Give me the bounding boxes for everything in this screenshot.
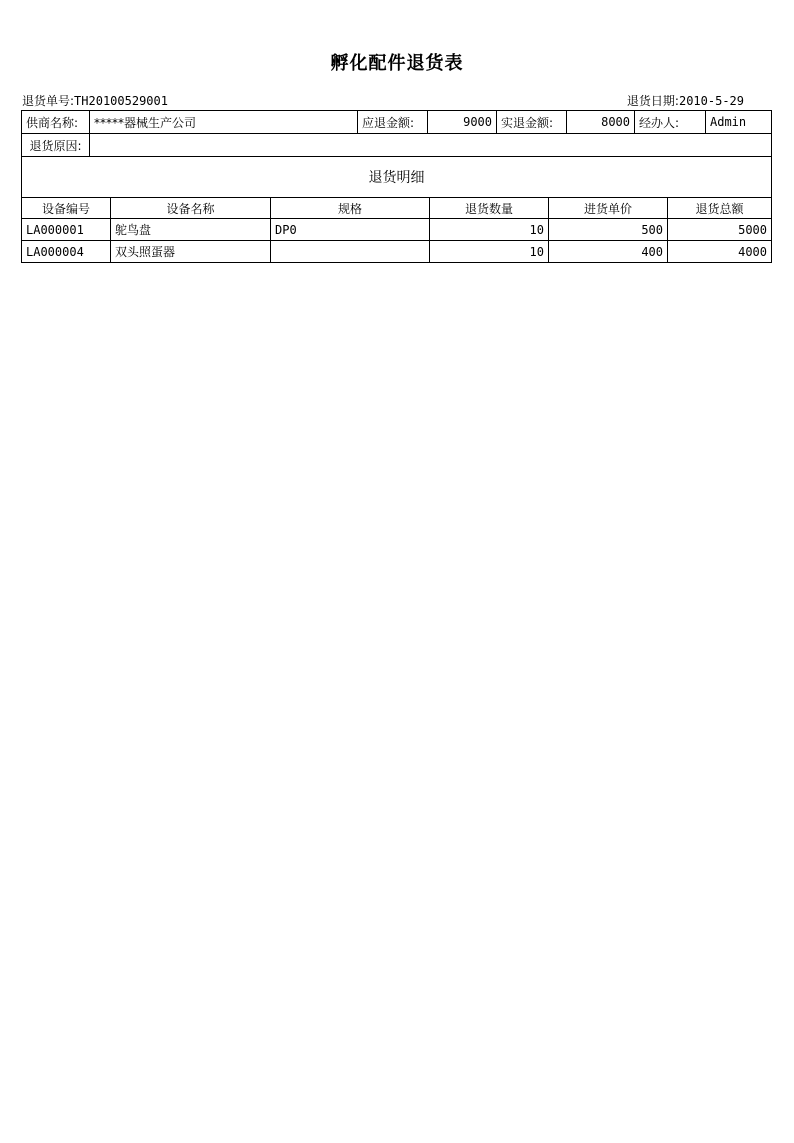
equipment-name-cell: 鸵鸟盘 bbox=[111, 219, 271, 241]
return-total-cell: 4000 bbox=[668, 241, 772, 263]
actual-amount-label: 实退金额: bbox=[497, 111, 567, 134]
detail-title: 退货明细 bbox=[22, 157, 772, 198]
handler-label: 经办人: bbox=[635, 111, 706, 134]
detail-title-row bbox=[22, 157, 772, 198]
return-quantity-cell: 10 bbox=[430, 241, 549, 263]
handler-value: Admin bbox=[706, 111, 772, 134]
return-date bbox=[627, 93, 744, 109]
column-header: 设备名称 bbox=[111, 198, 271, 219]
spec-cell bbox=[271, 241, 430, 263]
column-header: 规格 bbox=[271, 198, 430, 219]
detail-table bbox=[21, 197, 772, 263]
supplier-value: *****器械生产公司 bbox=[90, 111, 358, 134]
spec-cell: DP0 bbox=[271, 219, 430, 241]
return-quantity-cell: 10 bbox=[430, 219, 549, 241]
column-header: 进货单价 bbox=[549, 198, 668, 219]
document-title: 孵化配件退货表 bbox=[330, 53, 464, 74]
document-meta-row bbox=[22, 93, 744, 109]
return-number bbox=[22, 93, 168, 109]
detail-header-row bbox=[22, 198, 772, 219]
reason-label: 退货原因: bbox=[22, 134, 90, 157]
equipment-code-cell: LA000001 bbox=[22, 219, 111, 241]
table-row bbox=[22, 219, 772, 241]
return-total-cell: 5000 bbox=[668, 219, 772, 241]
column-header: 退货数量 bbox=[430, 198, 549, 219]
equipment-code-cell: LA000004 bbox=[22, 241, 111, 263]
supplier-label: 供商名称: bbox=[22, 111, 90, 134]
return-date-value: 2010-5-29 bbox=[678, 94, 744, 108]
equipment-name-cell: 双头照蛋器 bbox=[111, 241, 271, 263]
due-amount-value: 9000 bbox=[428, 111, 497, 134]
header-table bbox=[21, 110, 772, 198]
reason-value bbox=[90, 134, 772, 157]
unit-price-cell: 400 bbox=[549, 241, 668, 263]
actual-amount-value: 8000 bbox=[567, 111, 635, 134]
return-number-value: TH20100529001 bbox=[74, 94, 168, 108]
unit-price-cell: 500 bbox=[549, 219, 668, 241]
due-amount-label: 应退金额: bbox=[358, 111, 428, 134]
return-number-label: 退货单号: bbox=[22, 94, 75, 108]
column-header: 退货总额 bbox=[668, 198, 772, 219]
reason-row bbox=[22, 134, 772, 157]
column-header: 设备编号 bbox=[22, 198, 111, 219]
supplier-row bbox=[22, 111, 772, 134]
return-date-label: 退货日期: bbox=[626, 94, 679, 108]
table-row bbox=[22, 241, 772, 263]
